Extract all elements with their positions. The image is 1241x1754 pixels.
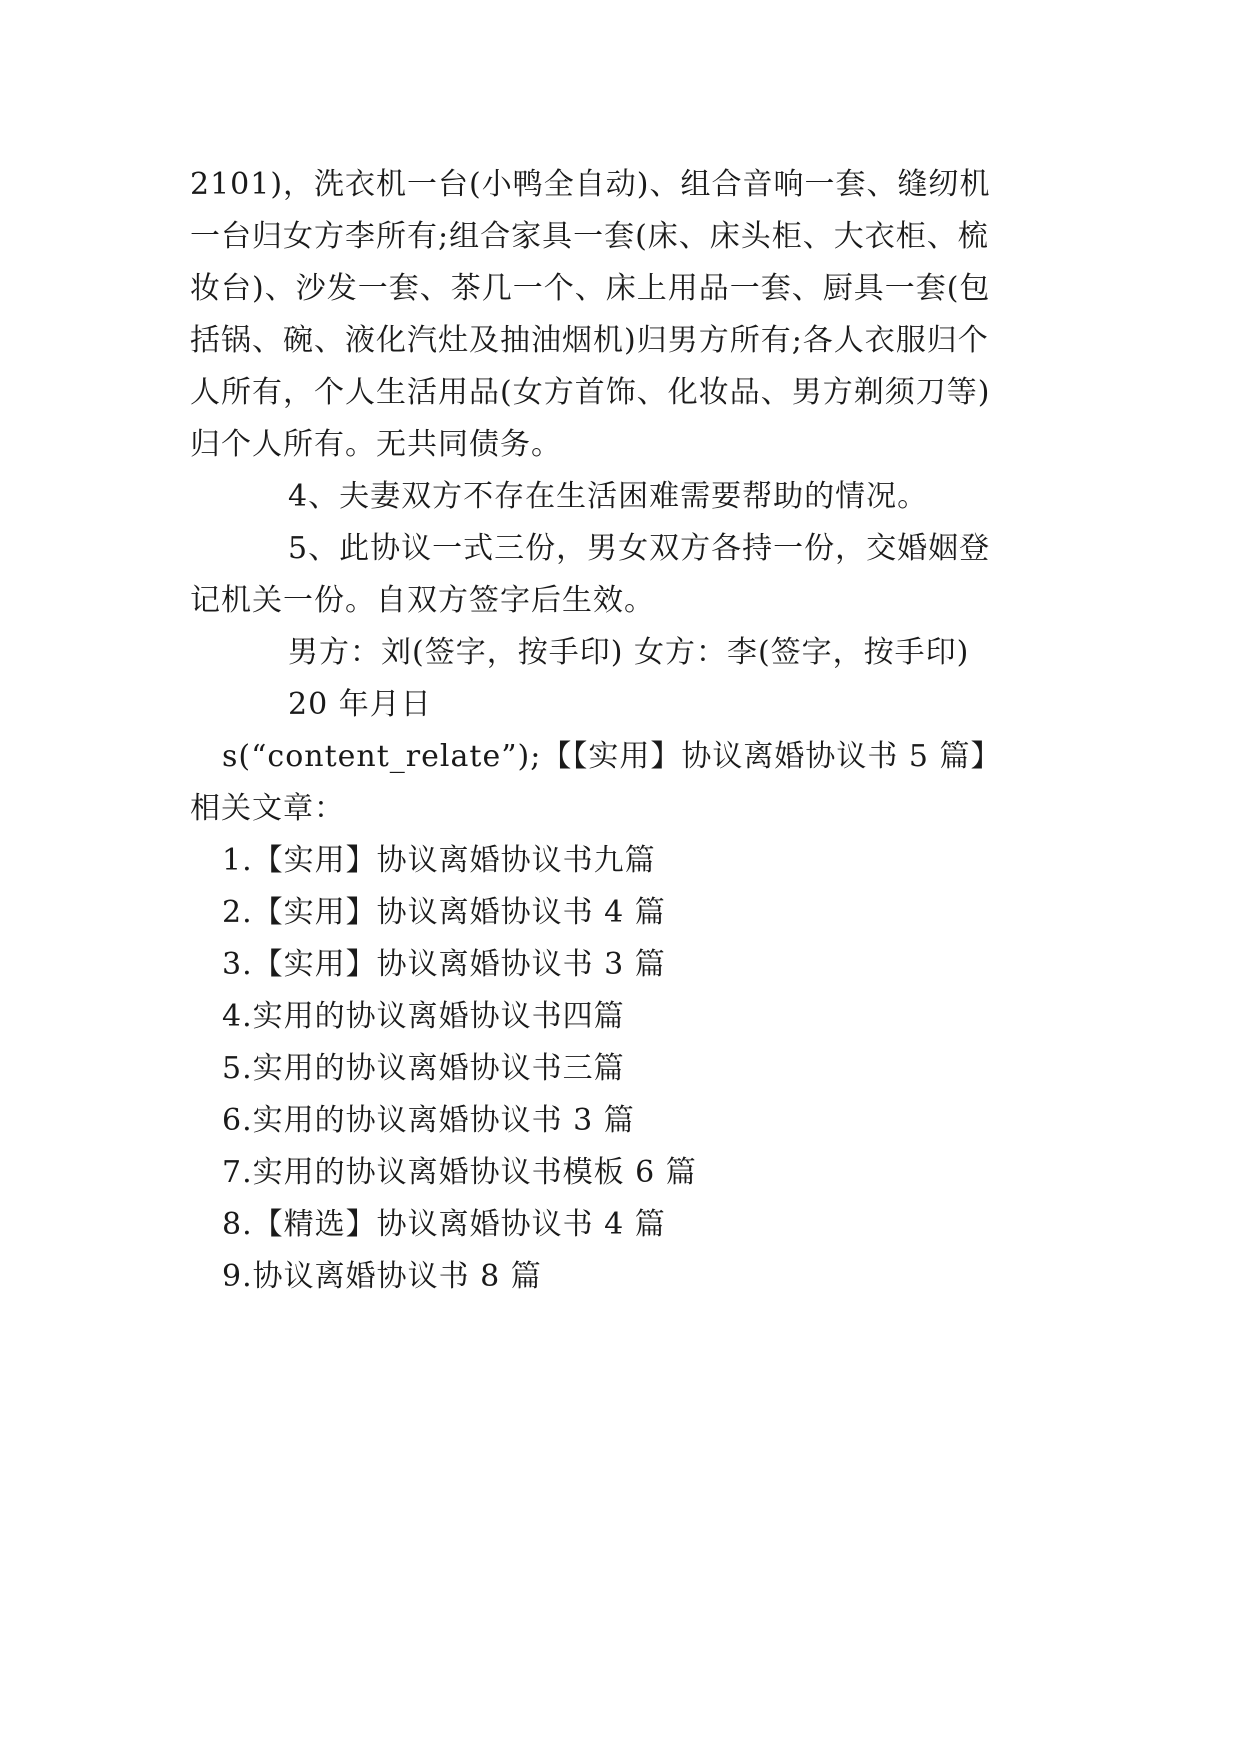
date-line: 20 年月日	[288, 687, 432, 722]
related-article-link[interactable]: 2.【实用】协议离婚协议书 4 篇	[222, 895, 666, 930]
related-article-link[interactable]: 7.实用的协议离婚协议书模板 6 篇	[222, 1155, 697, 1190]
signature-line: 男方：刘(签字，按手印) 女方：李(签字，按手印)	[288, 635, 970, 670]
related-article-link[interactable]: 6.实用的协议离婚协议书 3 篇	[222, 1103, 635, 1138]
clause-5: 5、此协议一式三份，男女双方各持一份，交婚姻登	[288, 531, 991, 566]
body-line: 归个人所有。无共同债务。	[190, 427, 562, 462]
related-script-line: s(“content_relate”);【【实用】协议离婚协议书 5 篇】	[222, 739, 1002, 774]
body-line: 一台归女方李所有;组合家具一套(床、床头柜、大衣柜、梳	[190, 219, 989, 254]
related-article-link[interactable]: 4.实用的协议离婚协议书四篇	[222, 999, 625, 1034]
related-article-link[interactable]: 5.实用的协议离婚协议书三篇	[222, 1051, 625, 1086]
body-line: 括锅、碗、液化汽灶及抽油烟机)归男方所有;各人衣服归个	[190, 323, 989, 358]
related-heading: 相关文章：	[190, 791, 345, 826]
related-article-link[interactable]: 3.【实用】协议离婚协议书 3 篇	[222, 947, 666, 982]
related-article-link[interactable]: 8.【精选】协议离婚协议书 4 篇	[222, 1207, 666, 1242]
related-article-link[interactable]: 9.协议离婚协议书 8 篇	[222, 1259, 542, 1294]
body-line: 妆台)、沙发一套、茶几一个、床上用品一套、厨具一套(包	[190, 271, 991, 306]
body-line: 人所有，个人生活用品(女方首饰、化妆品、男方剃须刀等)	[190, 375, 991, 410]
body-line: 2101)，洗衣机一台(小鸭全自动)、组合音响一套、缝纫机	[190, 167, 991, 202]
related-article-link[interactable]: 1.【实用】协议离婚协议书九篇	[222, 843, 656, 878]
clause-5-continued: 记机关一份。自双方签字后生效。	[190, 583, 655, 618]
clause-4: 4、夫妻双方不存在生活困难需要帮助的情况。	[288, 479, 929, 514]
